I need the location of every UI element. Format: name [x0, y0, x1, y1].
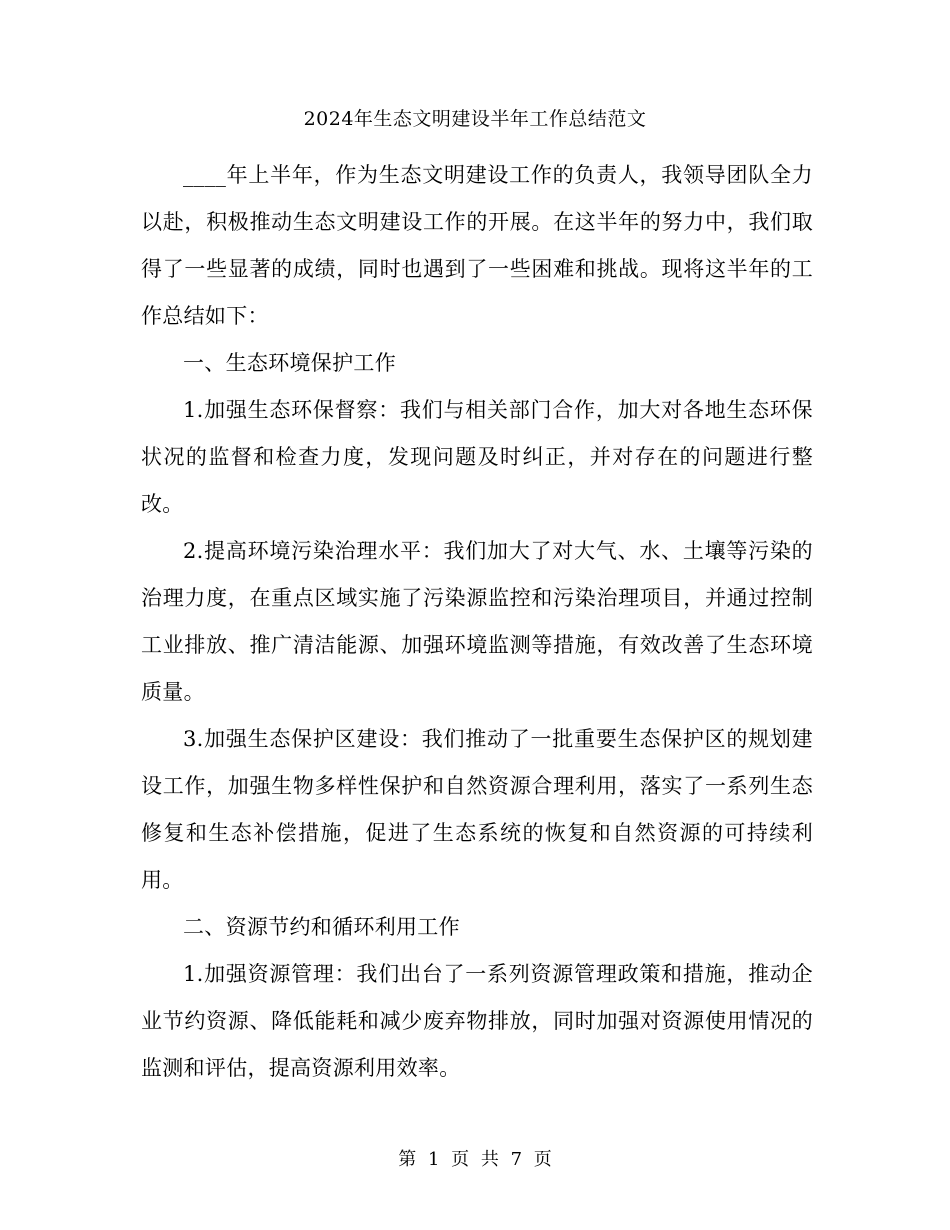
page-footer: 第 1 页 共 7 页	[398, 1149, 552, 1170]
document-body	[141, 152, 813, 1092]
section-1-item-2: 2.提高环境污染治理水平：我们加大了对大气、水、土壤等污染的治理力度，在重点区域实施了污染源监控和污染治理项目，并通过控制工业排放、推广清洁能源、加强环境监测等措施，有效改善了生态环境质量。	[141, 539, 813, 704]
section-2-item-1: 1.加强资源管理：我们出台了一系列资源管理政策和措施，推动企业节约资源、降低能耗和减少废弃物排放，同时加强对资源使用情况的监测和评估，提高资源利用效率。	[141, 962, 813, 1080]
section-heading-2: 二、资源节约和循环利用工作	[183, 915, 460, 939]
document-title: 2024年生态文明建设半年工作总结范文	[303, 108, 647, 130]
section-heading-1: 一、生态环境保护工作	[183, 351, 396, 375]
intro-paragraph: ____年上半年，作为生态文明建设工作的负责人，我领导团队全力以赴，积极推动生态文明建设工作的开展。在这半年的努力中，我们取得了一些显著的成绩，同时也遇到了一些困难和挑战。现将这半年的工作总结如下：	[141, 163, 813, 328]
section-1-item-3: 3.加强生态保护区建设：我们推动了一批重要生态保护区的规划建设工作，加强生物多样性保护和自然资源合理利用，落实了一系列生态修复和生态补偿措施，促进了生态系统的恢复和自然资源的可持续利用。	[141, 727, 813, 892]
section-1-item-1: 1.加强生态环保督察：我们与相关部门合作，加大对各地生态环保状况的监督和检查力度，发现问题及时纠正，并对存在的问题进行整改。	[141, 398, 813, 516]
